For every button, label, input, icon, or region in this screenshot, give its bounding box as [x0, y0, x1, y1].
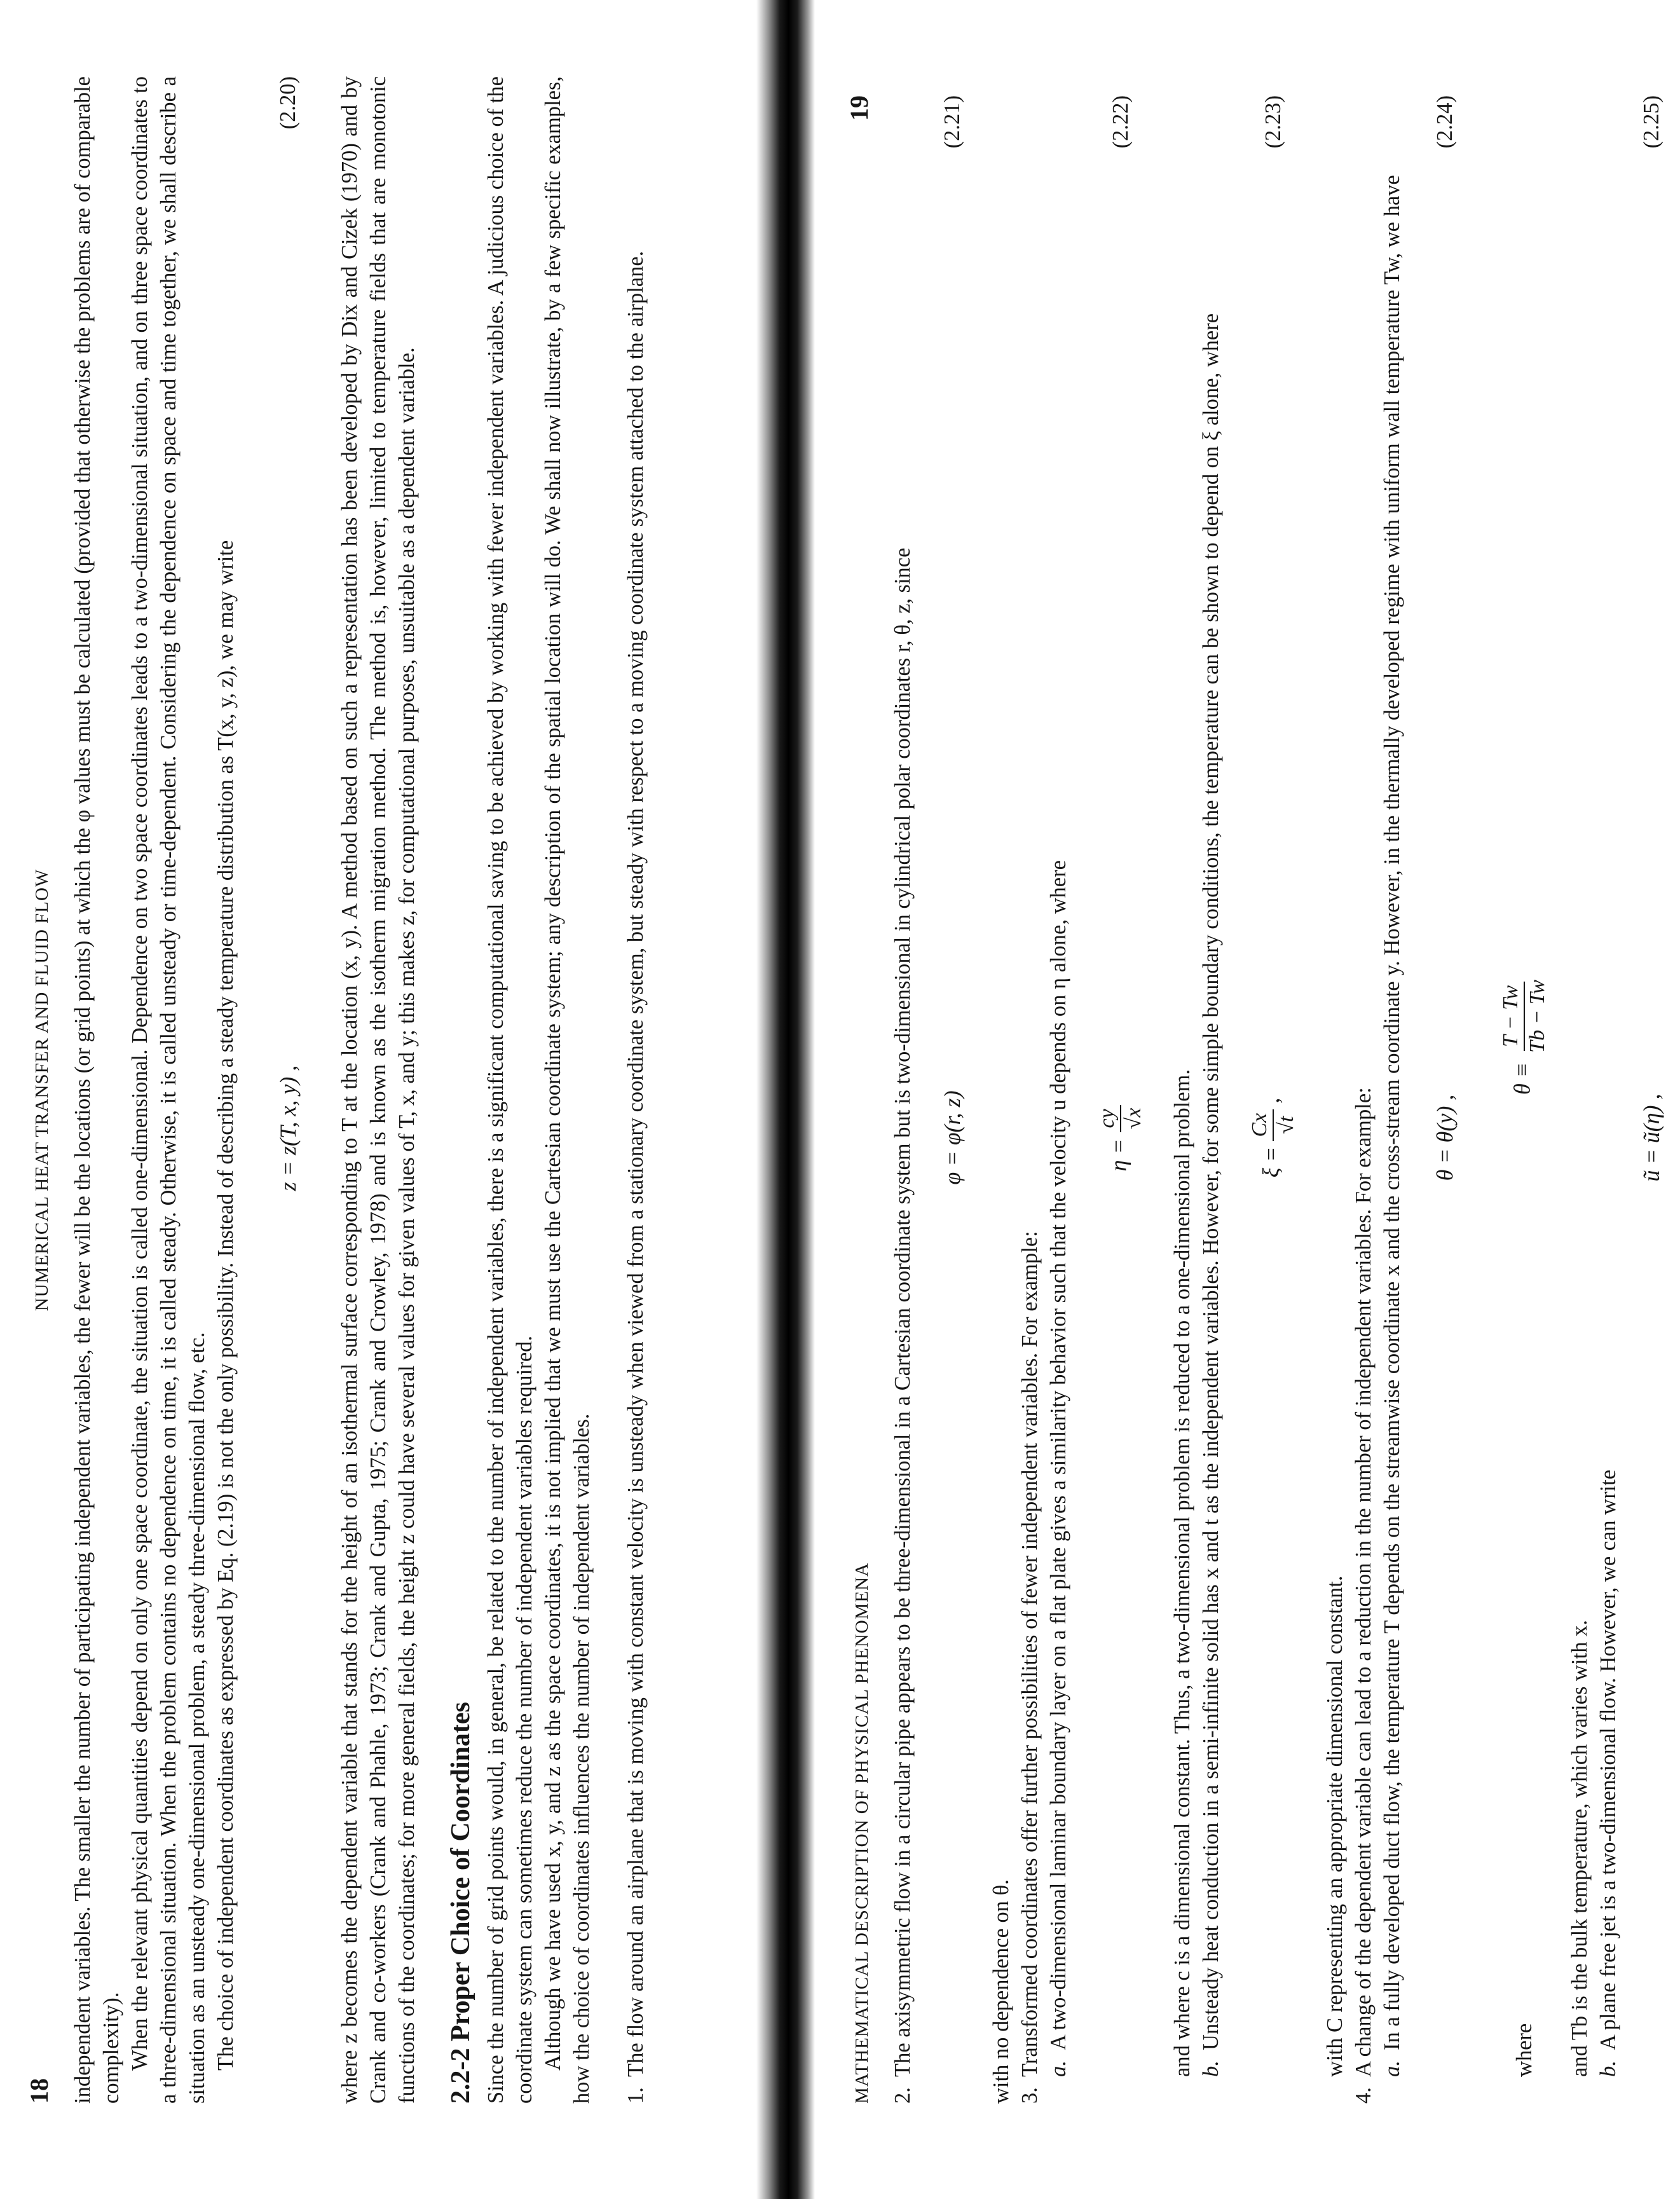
- list-subitem: [1378, 95, 1407, 2077]
- list-number: 3.: [1018, 2087, 1042, 2104]
- list-letter: a.: [1046, 2060, 1070, 2077]
- paragraph: with C representing an appropriate dimensional constant.: [1323, 1575, 1347, 2077]
- page-number: 18: [25, 2078, 53, 2104]
- list-item-text: The flow around an airplane that is moving with constant velocity is unsteady when viewed from a stationary coordinate system, but steady with respect to a moving coordinate system attached to the airplane.: [624, 250, 648, 2077]
- list-item-text: Transformed coordinates offer further possibilities of fewer independent variables. For example:: [1018, 1231, 1042, 2077]
- equation-punctuation: ,: [1258, 1097, 1284, 1104]
- page-number: 19: [845, 95, 873, 121]
- right-page: [820, 0, 1664, 2199]
- where-label: where: [1512, 2023, 1536, 2077]
- equation-formula: [1498, 172, 1550, 1899]
- list-letter: a.: [1380, 2060, 1404, 2077]
- list-item-text: A plane free jet is a two-dimensional flow. However, we can write: [1596, 1469, 1620, 2050]
- list-item-text: The axisymmetric flow in a circular pipe appears to be three-dimensional in a Cartesian coordinate system but is two-dimensional in cylindrical polar coordinates r, θ, z, since: [891, 547, 915, 2077]
- paragraph: When the relevant physical quantities depend on only one space coordinate, the situation is called one-dimensional. Dependence on two space coordinates leads to a two-dimensional situation, and on three space coordinates to a three-dimensional situation. When the problem contains no dependence on time, it is called steady. Otherwise, it is called unsteady or time-dependent. Considering the dependence on space and time together, we shall describe a situation as an unsteady one-dimensional problem, a steady three-dimensional flow, etc.: [128, 76, 209, 2104]
- paragraph: where z becomes the dependent variable that stands for the height of an isothermal surface corresponding to T at the location (x, y). A method based on such a representation has been developed by Dix and Cizek (1970) and by Crank and co-workers (Crank and Phahle, 1973; Crank and Gupta, 1975; Crank and Crowley, 1978) and is known as the isotherm migration method. The method is, however, limited to temperature fields that are monotonic functions of the coordinates; for more general fields, the height z could have several values for given values of T, x, and y; this makes z, for computational purposes, unsuitable as a dependent variable.: [338, 76, 419, 2104]
- list-subitem: [1044, 95, 1073, 2077]
- fraction-denominator: Tb − Tw: [1526, 980, 1549, 1053]
- equation-formula: [1095, 172, 1147, 2104]
- equation-formula: φ = φ(r, z): [939, 1090, 965, 1185]
- page-body: [889, 95, 1680, 2104]
- equation-formula: θ = θ(y) ,: [1431, 1094, 1458, 1181]
- list-item-text: A two-dimensional laminar boundary layer on a flat plate gives a similarity behavior such that the velocity u depends on η alone, where: [1046, 860, 1070, 2050]
- page-body: [69, 76, 650, 2104]
- running-head: NUMERICAL HEAT TRANSFER AND FLUID FLOW: [32, 868, 52, 1312]
- fraction: [1498, 976, 1550, 1057]
- equation-2-25: [1623, 95, 1680, 2104]
- paragraph: and where c is a dimensional constant. Thus, a two-dimensional problem is reduced to a one-dimensional problem.: [1170, 1069, 1194, 2077]
- equation-number: (2.21): [939, 95, 964, 149]
- list-number: 2.: [891, 2087, 915, 2104]
- list-number: 1.: [624, 2087, 648, 2104]
- list-item: [1349, 95, 1378, 2104]
- list-item: [1016, 95, 1044, 2104]
- paragraph: Since the number of grid points would, in general, be related to the number of independent variables, there is a significant computational saving to be achieved by working with fewer independent variables. A judicious choice of the coordinate system can sometimes reduce the number of independent variables required.: [484, 76, 536, 2104]
- paragraph: Although we have used x, y, and z as the space coordinates, it is not implied that we must use the Cartesian coordinate system; any description of the spatial location will do. We shall now illustrate, by a few specific examples, how the choice of coordinates influences the number of independent variables.: [541, 76, 594, 2104]
- fraction-denominator: √x: [1122, 1107, 1145, 1130]
- equation-2-20: [240, 76, 336, 2104]
- equation-number: (2.20): [275, 76, 300, 130]
- fraction: [1247, 1109, 1299, 1141]
- list-subitem: [1197, 95, 1226, 2077]
- equation-number: (2.23): [1260, 95, 1285, 149]
- fraction: [1095, 1104, 1147, 1134]
- paragraph: with no dependence on θ.: [989, 1879, 1013, 2104]
- equation-number: (2.25): [1639, 95, 1663, 149]
- equation-2-24: [1407, 95, 1483, 2104]
- list-number: 4.: [1351, 2087, 1376, 2104]
- section-heading: 2.2-2 Proper Choice of Coordinates: [446, 1702, 475, 2104]
- fraction-numerator: cy: [1095, 1105, 1121, 1132]
- list-subitem: [1594, 95, 1623, 2077]
- equation-2-23: [1226, 95, 1321, 2104]
- list-item: [622, 76, 650, 2104]
- list-item-text: In a fully developed duct flow, the temperature T depends on the streamwise coordinate x and the cross-stream coordinate y. However, in the thermally developed regime with uniform wall temperature Tw, we have: [1380, 175, 1404, 2050]
- paragraph: independent variables. The smaller the number of participating independent variables, the fewer will be the locations (or grid points) at which the φ values must be calculated (provided that otherwise the problems are of comparable complexity).: [71, 76, 123, 2104]
- equation-formula: z = z(T, x, y) ,: [275, 1065, 301, 1191]
- running-head: MATHEMATICAL DESCRIPTION OF PHYSICAL PHENOMENA: [852, 1562, 872, 2104]
- equation-number: (2.24): [1432, 95, 1457, 149]
- list-item-text: A change of the dependent variable can lead to a reduction in the number of independent variables. For example:: [1351, 1087, 1376, 2077]
- equation-2-22: [1073, 95, 1168, 2104]
- equation-number: (2.22): [1108, 95, 1133, 149]
- page-header: [844, 95, 889, 2104]
- equation-lhs: ξ =: [1258, 1146, 1284, 1178]
- list-letter: b.: [1199, 2060, 1223, 2077]
- fraction-denominator: √t: [1274, 1116, 1298, 1134]
- list-item: [889, 95, 917, 2104]
- paragraph: The choice of independent coordinates as expressed by Eq. (2.19) is not the only possibility. Instead of describing a steady temperature distribution as T(x, y, z), we may write: [214, 540, 238, 2071]
- equation-2-21: [917, 95, 987, 2104]
- book-gutter: [756, 0, 815, 2199]
- equation-theta-definition: [1483, 95, 1566, 2104]
- fraction-numerator: Cx: [1247, 1109, 1274, 1141]
- list-letter: b.: [1596, 2060, 1620, 2077]
- list-item-text: Unsteady heat conduction in a semi-infinite solid has x and t as the independent variables. However, for some simple boundary conditions, the temperature can be shown to depend on ξ alone, where: [1199, 313, 1223, 2050]
- equation-lhs: η =: [1105, 1139, 1131, 1172]
- equation-formula: [1247, 172, 1299, 2104]
- fraction-numerator: T − Tw: [1498, 982, 1525, 1051]
- equation-lhs: θ ≡: [1509, 1062, 1535, 1095]
- left-page: [0, 0, 756, 2199]
- paragraph: and Tb is the bulk temperature, which varies with x.: [1567, 1620, 1592, 2077]
- page-header: [24, 76, 69, 2104]
- equation-formula: ũ = ũ(η) ,: [1638, 1093, 1664, 1182]
